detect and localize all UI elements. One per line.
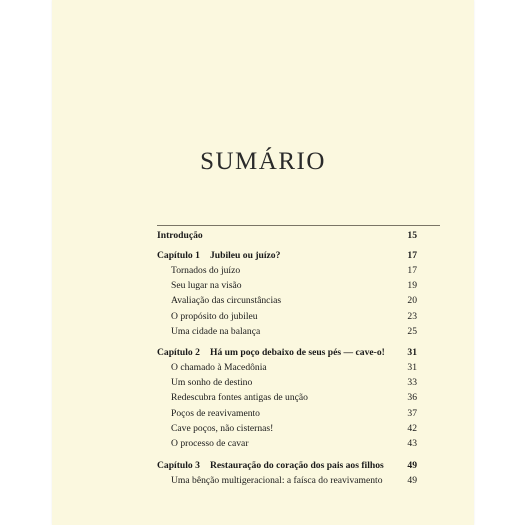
toc-entry-page: 25: [407, 326, 417, 337]
toc-entry-label: Avaliação das circunstâncias: [171, 295, 282, 306]
toc-entry-page: 17: [407, 250, 417, 261]
toc-entry-label: Uma bênção multigeracional: a faísca do reavivamento: [171, 475, 383, 486]
chapter-number: Capítulo 3: [157, 460, 200, 471]
chapter-title: Jubileu ou juízo?: [210, 250, 281, 261]
toc-entry-page: 37: [407, 408, 417, 419]
chapter-title: Restauração do coração dos pais aos filhos: [210, 460, 384, 471]
toc-entry-label: O processo de cavar: [171, 438, 249, 449]
page-title: SUMÁRIO: [200, 148, 326, 175]
toc-entry-page: 15: [407, 230, 417, 241]
book-page: [52, 0, 474, 525]
toc-entry-page: 23: [407, 311, 417, 322]
toc-entry-page: 36: [407, 392, 417, 403]
toc-entry-page: 49: [407, 460, 417, 471]
toc-entry-page: 42: [407, 423, 417, 434]
toc-entry-page: 49: [407, 475, 417, 486]
toc-entry-page: 20: [407, 295, 417, 306]
toc-entry-label: Redescubra fontes antigas de unção: [171, 392, 308, 403]
toc-entry-label: Cave poços, não cisternas!: [171, 423, 274, 434]
chapter-title: Há um poço debaixo de seus pés — cave-o!: [210, 347, 385, 358]
toc-entry-label: Poços de reavivamento: [171, 408, 260, 419]
toc-entry-label: Seu lugar na visão: [171, 280, 242, 291]
toc-entry-page: 33: [407, 377, 417, 388]
toc-entry-label: Uma cidade na balança: [171, 326, 261, 337]
toc-entry-page: 19: [407, 280, 417, 291]
toc-entry-label: O propósito do jubileu: [171, 311, 258, 322]
toc-entry-label: O chamado à Macedônia: [171, 362, 267, 373]
chapter-number: Capítulo 1: [157, 250, 200, 261]
table-of-contents: [52, 0, 474, 525]
toc-entry-label: Um sonho de destino: [171, 377, 253, 388]
toc-entry-page: 17: [407, 265, 417, 276]
toc-entry-page: 31: [407, 362, 417, 373]
toc-entry-page: 31: [407, 347, 417, 358]
toc-entry-label: Introdução: [157, 230, 203, 241]
divider: [157, 225, 440, 226]
toc-entry-label: Tornados do juízo: [171, 265, 241, 276]
toc-entry-page: 43: [407, 438, 417, 449]
chapter-number: Capítulo 2: [157, 347, 200, 358]
